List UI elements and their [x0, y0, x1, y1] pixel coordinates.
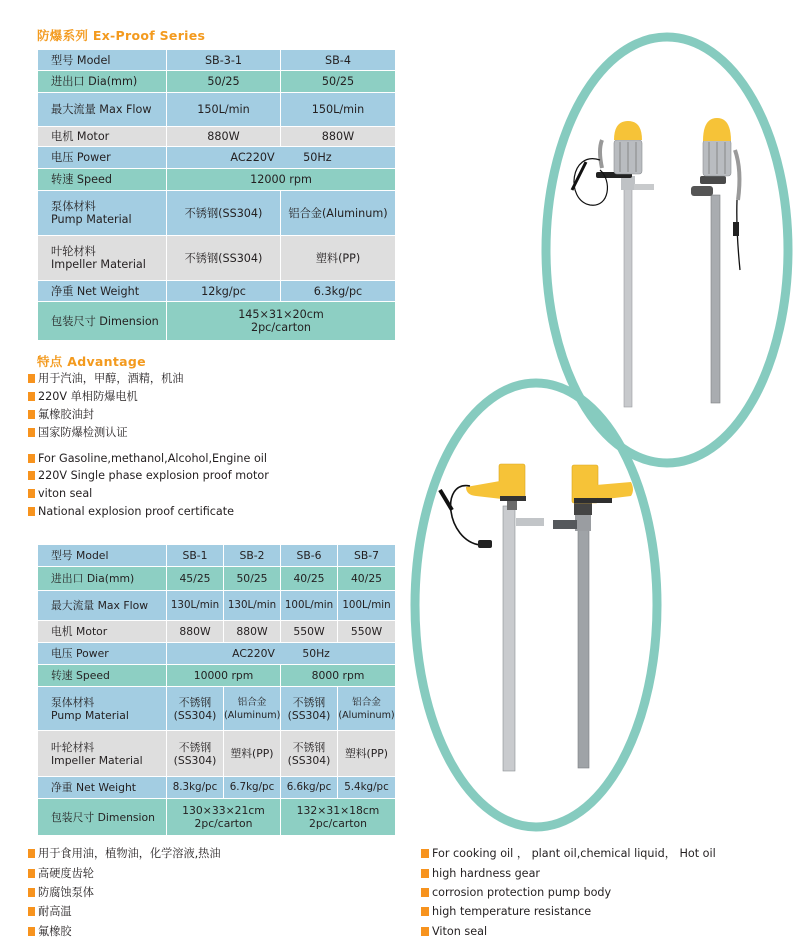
- label-en: Pump Material: [51, 213, 132, 226]
- cell-cn: 不锈钢: [292, 740, 326, 754]
- cell: 不锈钢(SS304): [167, 236, 281, 281]
- pump-icon-sb-3-1: [572, 121, 654, 407]
- label-cn: 泵体材料: [51, 695, 95, 709]
- cell: 100L/min: [281, 591, 338, 621]
- cell-merged: 10000 rpm: [167, 665, 281, 687]
- dimension-pack: 2pc/carton: [194, 817, 253, 830]
- cell: 6.3kg/pc: [281, 281, 396, 302]
- cell-cn: 铝合金: [237, 696, 267, 708]
- item-text: high temperature resistance: [432, 905, 592, 918]
- dimension-size: 145×31×20cm: [238, 308, 324, 321]
- row-label: 电机 Motor: [38, 621, 167, 643]
- item-text: viton seal: [38, 487, 93, 500]
- item-text: National explosion proof certificate: [38, 505, 235, 518]
- item-text: high hardness gear: [432, 867, 541, 880]
- cell-en: (SS304): [173, 708, 217, 722]
- cell: 铝合金(Aluminum): [281, 191, 396, 236]
- cell-en: (Aluminum): [338, 709, 395, 721]
- row-label: 转速 Speed: [38, 665, 167, 687]
- cell: SB-1: [167, 545, 224, 567]
- cell: 塑料(PP): [338, 731, 396, 777]
- row-label: 转速 Speed: [38, 169, 167, 191]
- cell: SB-6: [281, 545, 338, 567]
- cell: 8.3kg/pc: [167, 777, 224, 799]
- cell: 50/25: [281, 71, 396, 93]
- dimension-size: 130×33×21cm: [182, 804, 265, 817]
- cell: 150L/min: [281, 93, 396, 127]
- row-label: 型号 Model: [38, 545, 167, 567]
- cell: 50/25: [224, 567, 281, 591]
- row-label: 进出口 Dia(mm): [38, 567, 167, 591]
- teal-ellipse-frame-bottom: [415, 383, 657, 827]
- item-text: 耐高温: [38, 905, 72, 918]
- row-label: 电压 Power: [38, 643, 167, 665]
- pump-icon-sb-4: [691, 118, 740, 403]
- pump-icon-sb-1: [440, 464, 544, 771]
- item-text: 氟橡胶油封: [38, 408, 94, 421]
- row-label: 最大流量 Max Flow: [38, 591, 167, 621]
- row-label: 最大流量 Max Flow: [38, 93, 167, 127]
- row-label: 电机 Motor: [38, 127, 167, 147]
- cell: 12kg/pc: [167, 281, 281, 302]
- row-label: 电压 Power: [38, 147, 167, 169]
- dimension-size: 132×31×18cm: [296, 804, 380, 817]
- item-text: For Gasoline,methanol,Alcohol,Engine oil: [38, 452, 268, 465]
- row-label: 净重 Net Weight: [38, 281, 167, 302]
- cell: 6.6kg/pc: [281, 777, 338, 799]
- item-text: 国家防爆检测认证: [38, 426, 128, 439]
- row-label: 包装尺寸 Dimension: [38, 302, 167, 341]
- cell-en: (Aluminum): [224, 709, 281, 721]
- cell: 50/25: [167, 71, 281, 93]
- cell: 塑料(PP): [224, 731, 281, 777]
- cell: 130L/min: [224, 591, 281, 621]
- item-text: Viton seal: [432, 925, 488, 938]
- item-text: corrosion protection pump body: [432, 886, 612, 899]
- cell: 45/25: [167, 567, 224, 591]
- item-text: 用于食用油，植物油，化学溶液,热油: [38, 847, 221, 860]
- cell: 880W: [224, 621, 281, 643]
- label-cn: 泵体材料: [51, 200, 96, 213]
- item-text: 用于汽油，甲醇，酒精，机油: [38, 372, 184, 385]
- item-text: 220V Single phase explosion proof motor: [38, 469, 269, 482]
- cell: SB-3-1: [167, 50, 281, 71]
- label-cn: 叶轮材料: [51, 245, 96, 258]
- cell: 550W: [338, 621, 396, 643]
- cell: 550W: [281, 621, 338, 643]
- cell: SB-7: [338, 545, 396, 567]
- cell: 6.7kg/pc: [224, 777, 281, 799]
- item-text: 220V 单相防爆电机: [38, 390, 138, 403]
- cell-merged: 12000 rpm: [167, 169, 396, 191]
- cell-en: (SS304): [173, 753, 217, 767]
- section-title-advantage: 特点 Advantage: [37, 354, 146, 369]
- cell-cn: 铝合金: [352, 696, 381, 708]
- cell: 40/25: [338, 567, 396, 591]
- cell: 880W: [167, 127, 281, 147]
- cell-cn: 不锈钢: [292, 695, 326, 709]
- cell: 130L/min: [167, 591, 224, 621]
- label-en: Impeller Material: [51, 753, 143, 767]
- cell-merged: AC220V 50Hz: [167, 147, 396, 169]
- label-cn: 叶轮材料: [51, 740, 95, 754]
- row-label: 净重 Net Weight: [38, 777, 167, 799]
- pump-icon-sb-2: [553, 465, 633, 768]
- item-text: 氟橡胶: [38, 925, 72, 938]
- cell: 880W: [281, 127, 396, 147]
- cell: SB-2: [224, 545, 281, 567]
- dimension-pack: 2pc/carton: [250, 321, 312, 334]
- item-text: 高硬度齿轮: [38, 867, 94, 880]
- cell: 100L/min: [338, 591, 396, 621]
- cell-en: (SS304): [287, 753, 331, 767]
- cell: 5.4kg/pc: [338, 777, 396, 799]
- cell-en: (SS304): [287, 708, 331, 722]
- cell: 塑料(PP): [281, 236, 396, 281]
- cell: 不锈钢(SS304): [167, 191, 281, 236]
- dimension-pack: 2pc/carton: [309, 817, 367, 830]
- section-title-ex-proof: 防爆系列 Ex-Proof Series: [37, 28, 206, 43]
- item-text: For cooking oil ， plant oil,chemical liquid， Hot oil: [432, 847, 716, 860]
- cell: SB-4: [281, 50, 396, 71]
- row-label: 进出口 Dia(mm): [38, 71, 167, 93]
- item-text: 防腐蚀泵体: [38, 886, 94, 899]
- label-en: Impeller Material: [51, 258, 146, 271]
- cell-merged: 8000 rpm: [281, 665, 396, 687]
- cell: 880W: [167, 621, 224, 643]
- cell-cn: 不锈钢: [178, 695, 212, 709]
- row-label: 包装尺寸 Dimension: [38, 799, 167, 836]
- label-en: Pump Material: [51, 708, 129, 722]
- row-label: 型号 Model: [38, 50, 167, 71]
- cell: 150L/min: [167, 93, 281, 127]
- cell: 40/25: [281, 567, 338, 591]
- cell-cn: 不锈钢: [178, 740, 212, 754]
- cell-merged: AC220V 50Hz: [167, 643, 396, 665]
